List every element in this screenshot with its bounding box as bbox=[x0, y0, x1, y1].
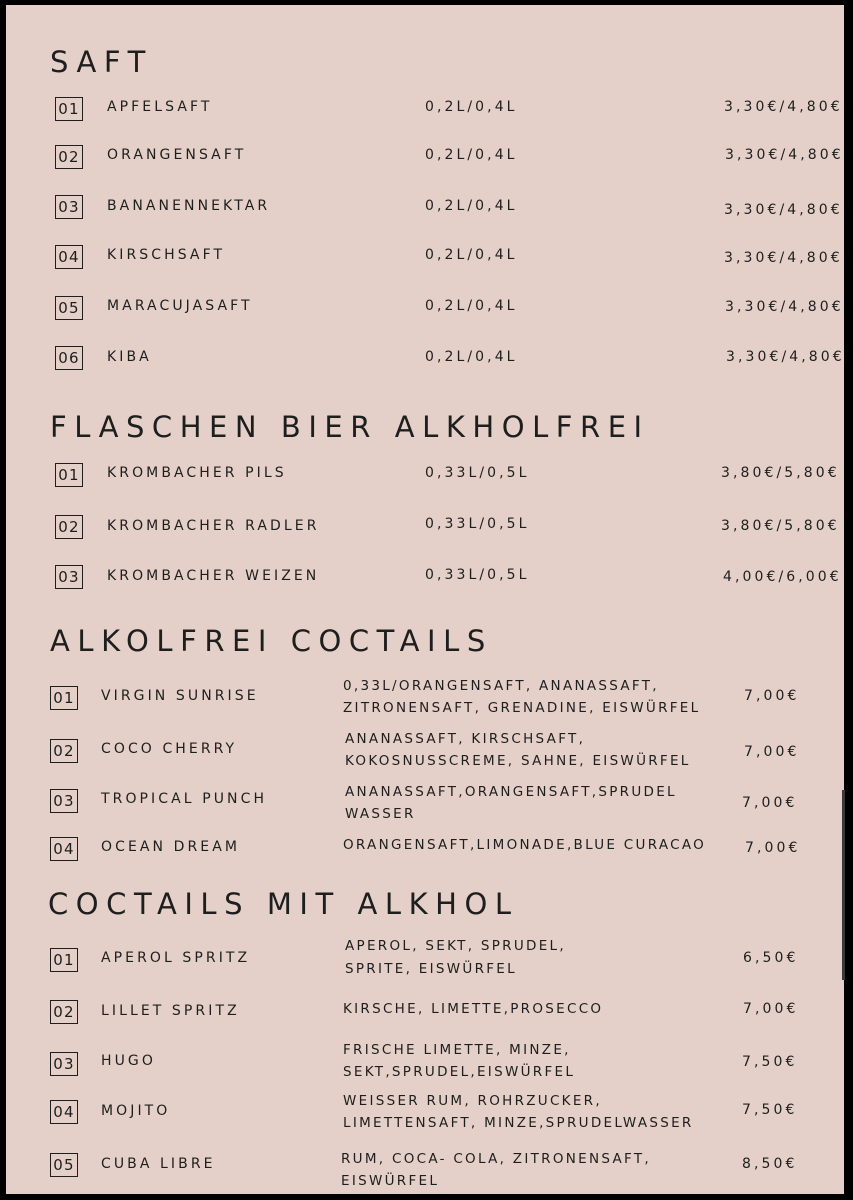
item-name: BANANENNEKTAR bbox=[107, 198, 271, 214]
item-name: KIRSCHSAFT bbox=[107, 247, 226, 263]
item-name: TROPICAL PUNCH bbox=[101, 791, 268, 807]
item-number: 04 bbox=[50, 1100, 78, 1124]
item-size: 0,2L/0,4L bbox=[425, 198, 518, 214]
item-description-line-1: 0,33L/ORANGENSAFT, ANANASSAFT, bbox=[343, 678, 659, 694]
item-size: 0,33L/0,5L bbox=[425, 465, 530, 481]
item-size: 0,33L/0,5L bbox=[425, 516, 530, 532]
item-number: 01 bbox=[50, 686, 78, 710]
item-number: 05 bbox=[50, 1153, 78, 1177]
item-size: 0,33L/0,5L bbox=[425, 567, 530, 583]
item-description-line-1: ANANASSAFT,ORANGENSAFT,SPRUDEL bbox=[345, 784, 677, 800]
item-name: KROMBACHER RADLER bbox=[107, 518, 320, 534]
item-price: 8,50€ bbox=[742, 1156, 798, 1172]
item-name: COCO CHERRY bbox=[101, 741, 238, 757]
item-size: 0,2L/0,4L bbox=[425, 147, 518, 163]
item-name: VIRGIN SUNRISE bbox=[101, 688, 259, 704]
item-price: 3,30€/4,80€ bbox=[724, 99, 843, 115]
section-title-bier: FLASCHEN BIER ALKHOLFREI bbox=[50, 410, 650, 444]
item-description-line-2: ZITRONENSAFT, GRENADINE, EISWÜRFEL bbox=[343, 700, 701, 716]
item-name: APEROL SPRITZ bbox=[101, 950, 251, 966]
item-description-line-1: APEROL, SEKT, SPRUDEL, bbox=[345, 938, 566, 954]
item-number: 03 bbox=[50, 789, 78, 813]
item-name: KIBA bbox=[107, 349, 152, 365]
item-price: 3,80€/5,80€ bbox=[721, 518, 840, 534]
item-name: LILLET SPRITZ bbox=[101, 1003, 240, 1019]
item-number: 03 bbox=[55, 565, 83, 589]
item-number: 02 bbox=[50, 739, 78, 763]
item-price: 3,30€/4,80€ bbox=[724, 202, 843, 218]
item-number: 01 bbox=[50, 948, 78, 972]
item-number: 02 bbox=[55, 145, 83, 169]
item-name: KROMBACHER WEIZEN bbox=[107, 568, 320, 584]
item-number: 05 bbox=[55, 296, 83, 320]
item-description-line-1: FRISCHE LIMETTE, MINZE, bbox=[343, 1042, 571, 1058]
item-name: MARACUJASAFT bbox=[107, 298, 253, 314]
item-price: 7,00€ bbox=[744, 744, 800, 760]
section-title-alkoholfrei-cocktails: ALKOLFREI COCTAILS bbox=[50, 624, 493, 658]
item-description-line-2: EISWÜRFEL bbox=[341, 1173, 440, 1189]
item-name: HUGO bbox=[101, 1053, 156, 1069]
item-number: 04 bbox=[55, 245, 83, 269]
item-price: 3,30€/4,80€ bbox=[725, 147, 844, 163]
item-number: 03 bbox=[50, 1052, 78, 1076]
item-number: 01 bbox=[55, 463, 83, 487]
item-name: APFELSAFT bbox=[107, 99, 213, 115]
item-number: 01 bbox=[55, 97, 83, 121]
item-price: 3,30€/4,80€ bbox=[726, 349, 845, 365]
item-number: 06 bbox=[55, 346, 83, 370]
item-price: 7,50€ bbox=[742, 1102, 798, 1118]
item-price: 7,00€ bbox=[745, 840, 801, 856]
item-price: 7,00€ bbox=[742, 795, 798, 811]
item-price: 3,80€/5,80€ bbox=[721, 465, 840, 481]
item-number: 03 bbox=[55, 195, 83, 219]
item-price: 6,50€ bbox=[743, 950, 799, 966]
item-name: OCEAN DREAM bbox=[101, 839, 241, 855]
item-name: CUBA LIBRE bbox=[101, 1156, 216, 1172]
item-name: ORANGENSAFT bbox=[107, 147, 247, 163]
scrollbar-thumb[interactable] bbox=[842, 790, 845, 980]
item-description-line-1: RUM, COCA- COLA, ZITRONENSAFT, bbox=[341, 1151, 651, 1167]
item-price: 4,00€/6,00€ bbox=[723, 569, 842, 585]
item-number: 02 bbox=[55, 515, 83, 539]
item-description-line-1: ANANASSAFT, KIRSCHSAFT, bbox=[345, 731, 586, 747]
item-number: 02 bbox=[50, 1000, 78, 1024]
item-size: 0,2L/0,4L bbox=[425, 247, 518, 263]
item-description-line-2: SEKT,SPRUDEL,EISWÜRFEL bbox=[343, 1064, 576, 1080]
item-price: 3,30€/4,80€ bbox=[724, 250, 843, 266]
item-size: 0,2L/0,4L bbox=[425, 298, 518, 314]
item-name: MOJITO bbox=[101, 1103, 171, 1119]
item-price: 7,50€ bbox=[742, 1054, 798, 1070]
item-number: 04 bbox=[50, 837, 78, 861]
item-name: KROMBACHER PILS bbox=[107, 465, 287, 481]
item-description-line-2: LIMETTENSAFT, MINZE,SPRUDELWASSER bbox=[343, 1115, 694, 1131]
item-price: 7,00€ bbox=[743, 1001, 799, 1017]
item-description-line-2: WASSER bbox=[345, 806, 416, 822]
item-price: 3,30€/4,80€ bbox=[725, 299, 844, 315]
section-title-saft: SAFT bbox=[50, 45, 153, 79]
item-description-line-1: WEISSER RUM, ROHRZUCKER, bbox=[343, 1093, 602, 1109]
item-description-line-1: KIRSCHE, LIMETTE,PROSECCO bbox=[343, 1001, 604, 1017]
item-description-line-1: ORANGENSAFT,LIMONADE,BLUE CURACAO bbox=[343, 837, 707, 853]
item-description-line-2: KOKOSNUSSCREME, SAHNE, EISWÜRFEL bbox=[345, 753, 691, 769]
item-size: 0,2L/0,4L bbox=[425, 99, 518, 115]
section-title-cocktails-mit-alkohol: COCTAILS MIT ALKHOL bbox=[48, 887, 519, 921]
item-size: 0,2L/0,4L bbox=[425, 349, 518, 365]
item-description-line-2: SPRITE, EISWÜRFEL bbox=[345, 961, 517, 977]
item-price: 7,00€ bbox=[744, 688, 800, 704]
